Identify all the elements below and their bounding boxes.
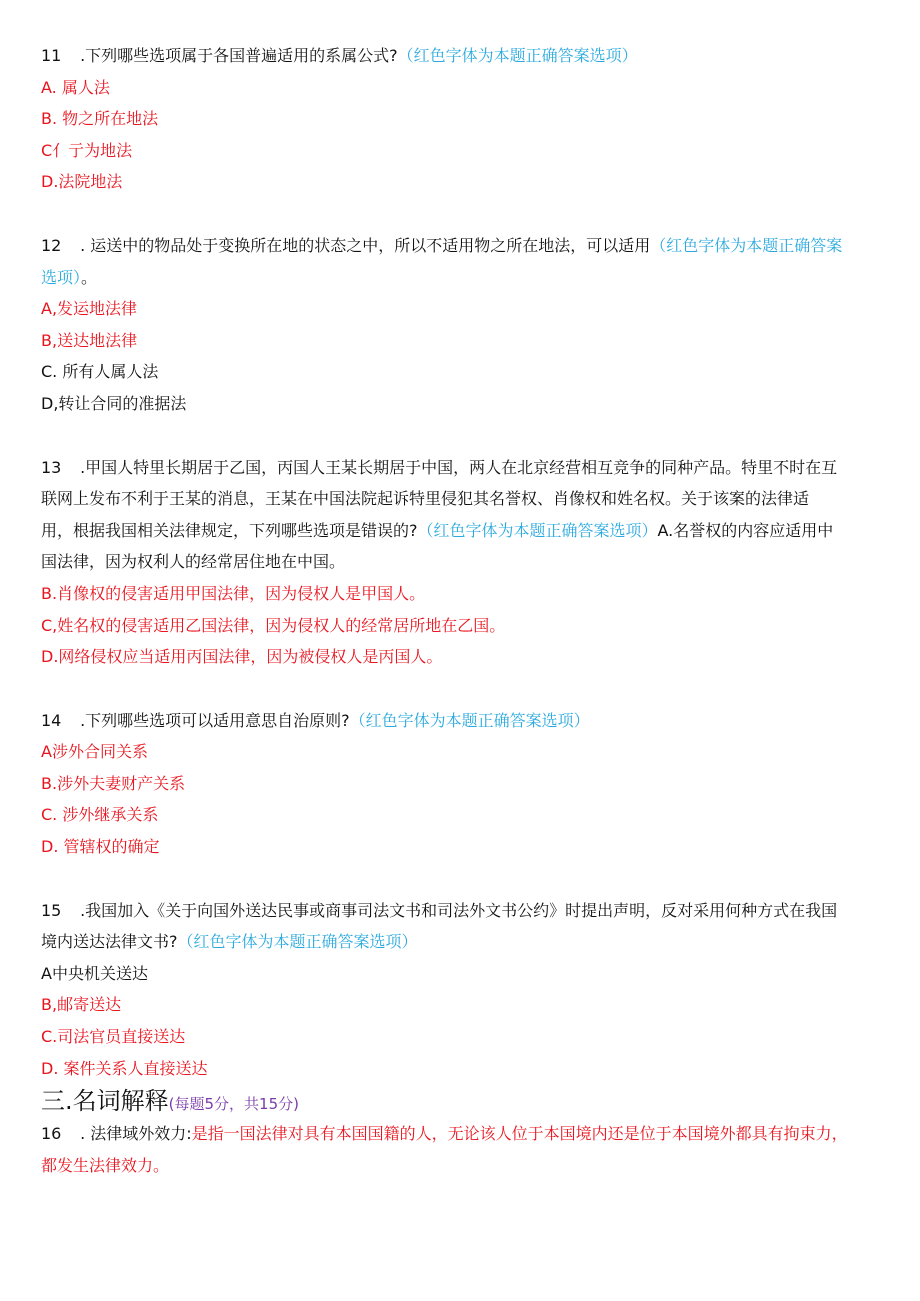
question-text: .我国加入《关于向国外送达民事或商事司法文书和司法外文书公约》时提出声明，反对采用何种方式在我国 (75, 900, 838, 920)
section-subtitle: (每题5分，共15分) (168, 1095, 299, 1114)
question-tail: 。 (81, 267, 98, 287)
option-a-cont: 国法律，因为权利人的经常居住地在中国。 (41, 552, 346, 572)
option-c: C,姓名权的侵害适用乙国法律，因为侵权人的经常居所地在乙国。 (41, 615, 506, 635)
definition: 是指一国法律对具有本国国籍的人，无论该人位于本国境内还是位于本国境外都具有拘束力， (191, 1124, 848, 1144)
question-text: . 运送中的物品处于变换所在地的状态之中，所以不适用物之所在地法，可以适用 (75, 235, 651, 255)
option-a: A.名誉权的内容应适用中 (657, 520, 834, 540)
question-text: .下列哪些选项属于各国普遍适用的系属公式? (75, 46, 398, 65)
answer-hint: （红色字体为本题正确答案选项） (397, 46, 638, 65)
option-d: D. 案件关系人直接送达 (41, 1058, 208, 1078)
question-12 (41, 230, 886, 420)
question-stem-cont (41, 262, 886, 294)
question-stem (41, 452, 886, 484)
question-stem (41, 230, 886, 262)
question-text: .甲国人特里长期居于乙国，丙国人王某长期居于中国，两人在北京经营相互竞争的同种产品。特里不时在互 (75, 457, 838, 477)
option-b: B. 物之所在地法 (41, 109, 159, 129)
question-16 (41, 1118, 886, 1181)
question-text-line3 (41, 515, 886, 547)
question-text: 境内送达法律文书? (41, 932, 178, 952)
option-b: B,送达地法律 (41, 330, 138, 350)
question-11 (41, 40, 886, 198)
question-stem-cont (41, 926, 886, 958)
option-a: A涉外合同关系 (41, 742, 148, 762)
option-c: C. 所有人属人法 (41, 362, 159, 382)
question-number: 13 (41, 457, 62, 477)
question-15 (41, 895, 886, 1085)
option-b: B,邮寄送达 (41, 995, 122, 1015)
term: . 法律域外效力: (75, 1124, 192, 1144)
question-text: .下列哪些选项可以适用意思自治原则? (75, 710, 350, 730)
option-c: C.司法官员直接送达 (41, 1027, 186, 1047)
answer-hint: （红色字体为本题正确答案选项） (349, 710, 590, 730)
document-page (41, 40, 886, 1181)
question-stem (41, 40, 886, 72)
question-stem (41, 705, 886, 737)
question-stem (41, 1118, 886, 1150)
option-a: A中央机关送达 (41, 963, 148, 983)
option-c: C. 涉外继承关系 (41, 805, 159, 825)
question-14 (41, 705, 886, 863)
option-b: B.涉外夫妻财产关系 (41, 773, 186, 793)
question-number: 15 (41, 900, 62, 920)
option-a: A,发运地法律 (41, 299, 138, 319)
option-d: D. 管辖权的确定 (41, 837, 160, 857)
answer-hint: （红色字体为本题正确答案选项） (417, 520, 658, 540)
question-text: 用，根据我国相关法律规定，下列哪些选项是错误的? (41, 520, 418, 540)
definition-cont: 都发生法律效力。 (41, 1155, 170, 1175)
answer-hint: （红色字体为本题正确答案 (650, 235, 843, 255)
option-a: A. 属人法 (41, 77, 110, 97)
question-number: 16 (41, 1124, 62, 1144)
option-c: C亻亍为地法 (41, 140, 133, 160)
question-13 (41, 452, 886, 673)
option-b: B.肖像权的侵害适用甲国法律，因为侵权人是甲国人。 (41, 583, 426, 603)
option-d: D,转让合同的准据法 (41, 393, 187, 413)
question-number: 14 (41, 710, 62, 730)
question-number: 11 (41, 46, 62, 65)
answer-hint: （红色字体为本题正确答案选项） (177, 932, 418, 952)
question-stem (41, 895, 886, 927)
section-heading (41, 1086, 886, 1116)
question-number: 12 (41, 235, 62, 255)
section-title: 三.名词解释 (41, 1087, 169, 1116)
question-text-line2: 联网上发布不利于王某的消息，王某在中国法院起诉特里侵犯其名誉权、肖像权和姓名权。关于该案的法律适 (41, 489, 810, 509)
option-d: D.网络侵权应当适用丙国法律，因为被侵权人是丙国人。 (41, 647, 443, 667)
answer-hint-cont: 选项） (41, 267, 82, 287)
option-d: D.法院地法 (41, 172, 123, 192)
